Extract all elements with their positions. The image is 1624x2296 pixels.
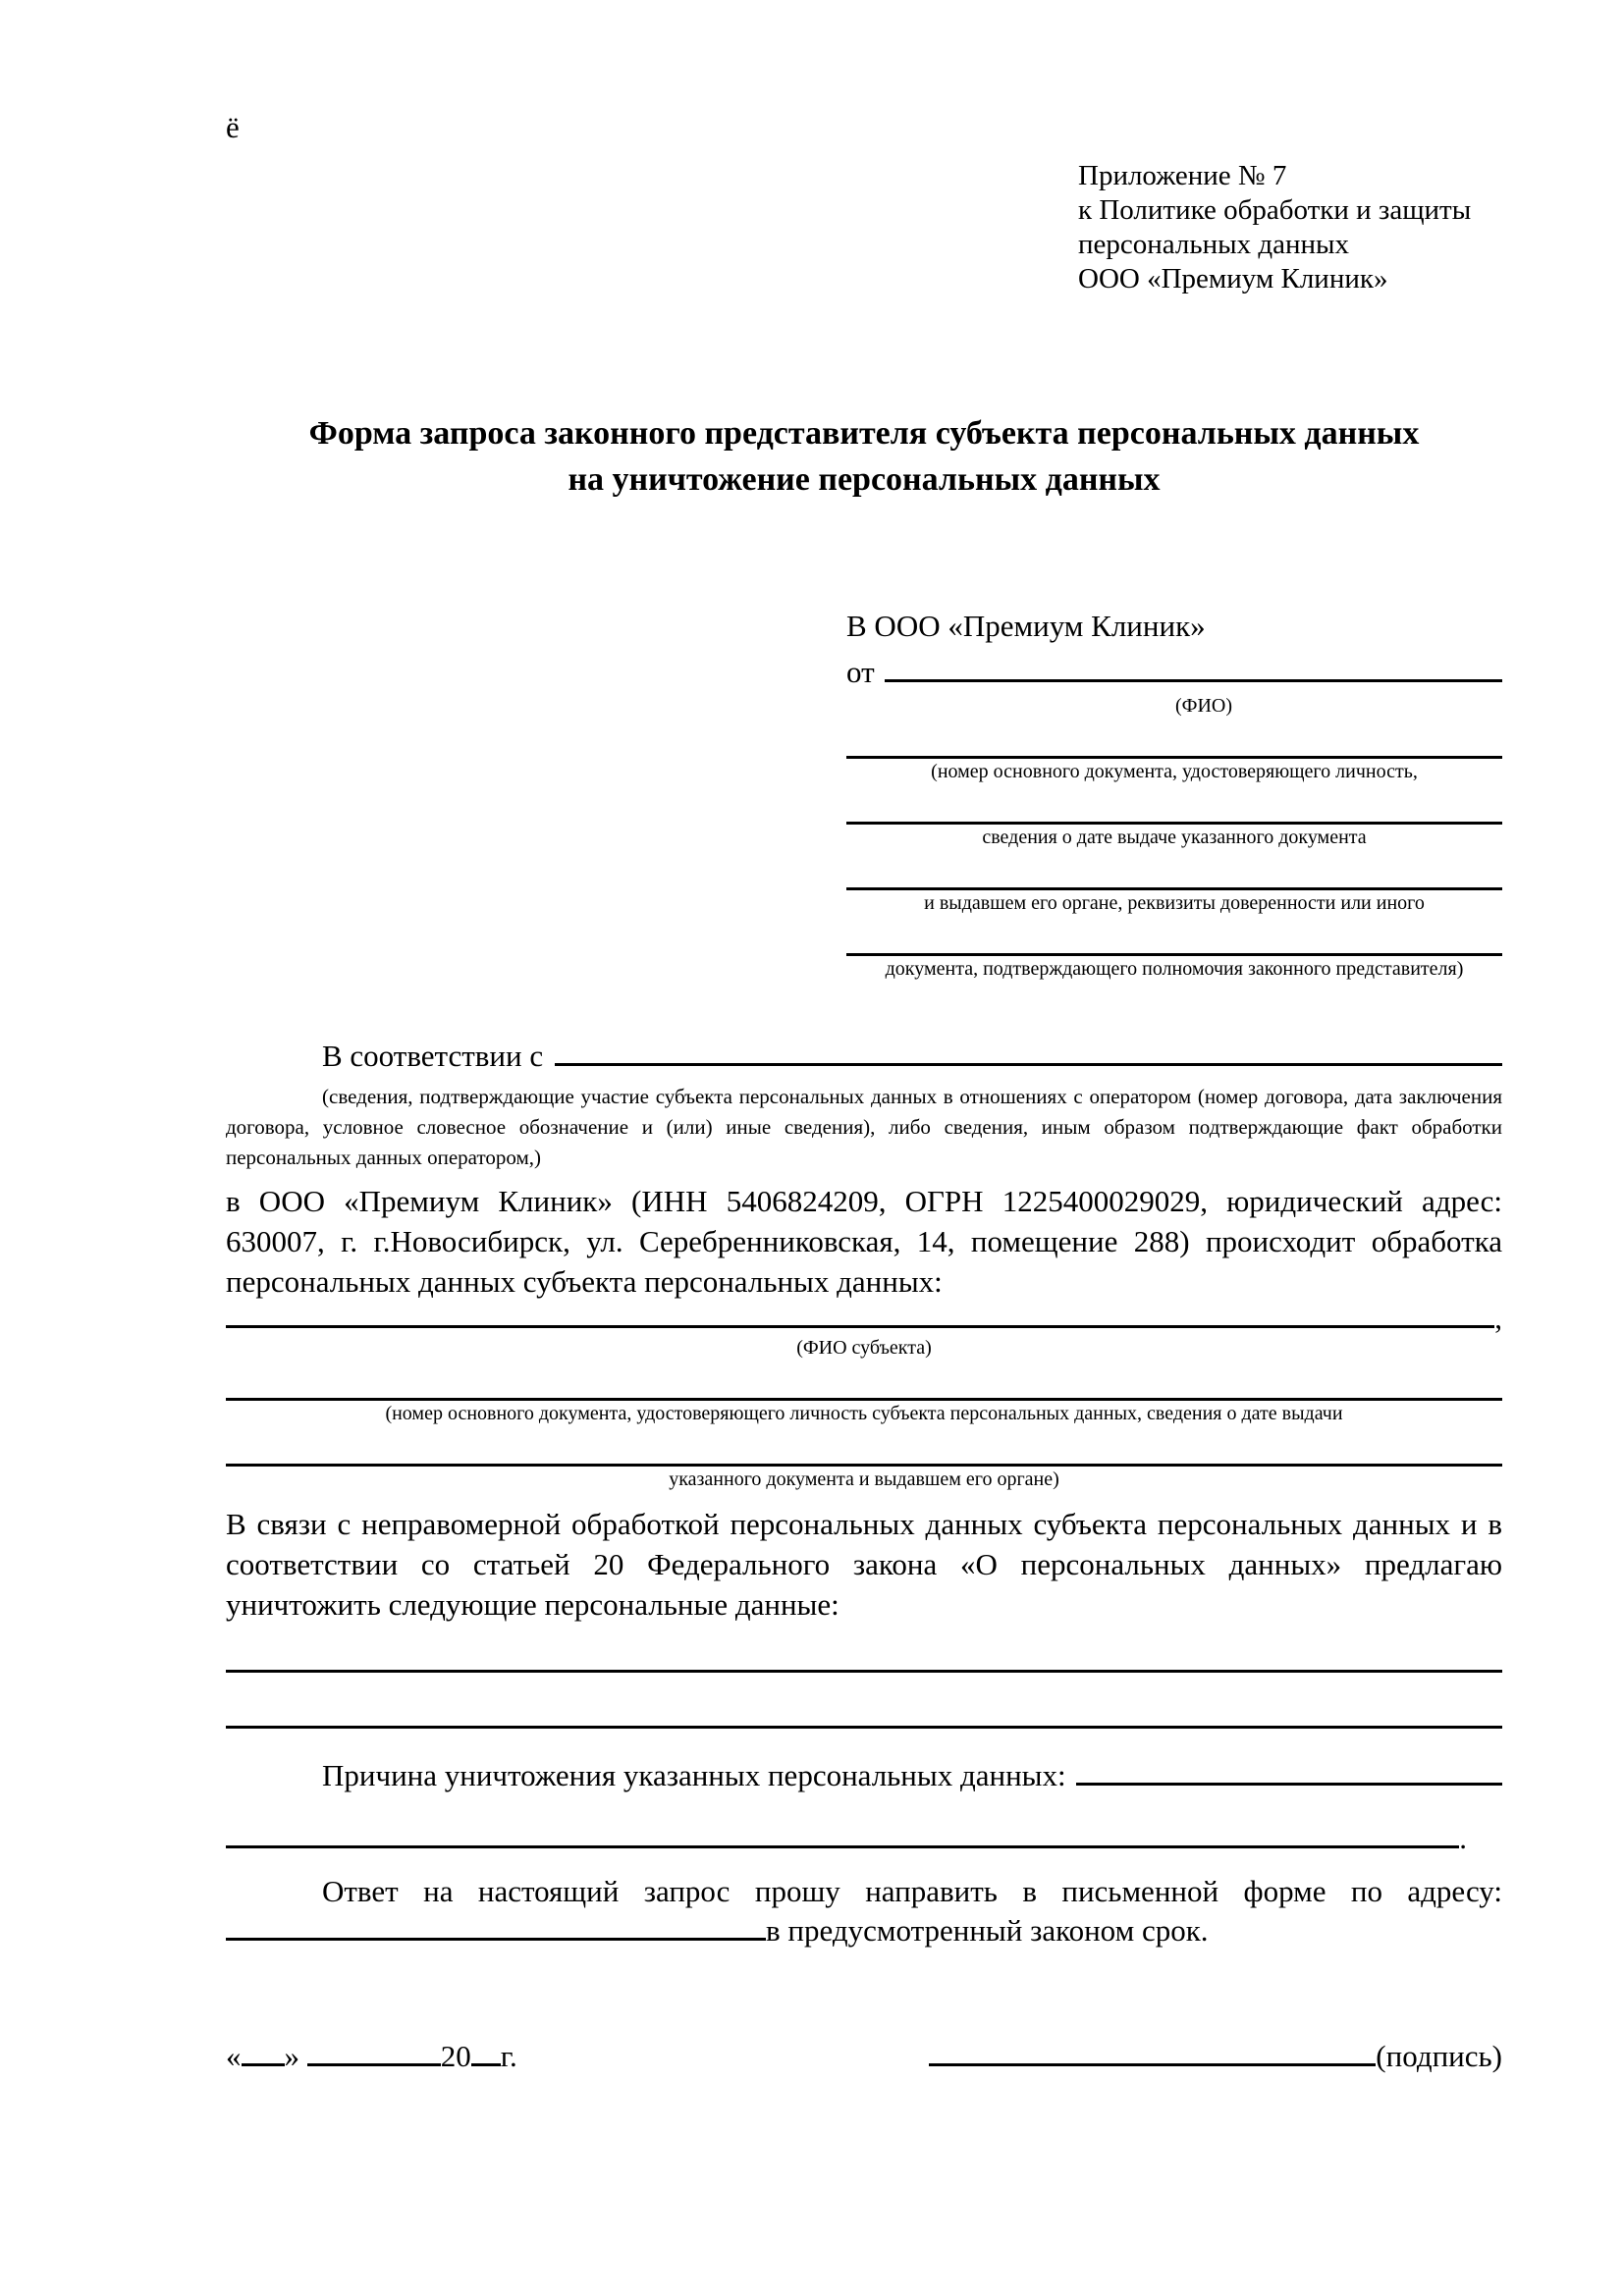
appendix-line: ООО «Премиум Клиник»	[1078, 263, 1388, 294]
appendix-block	[1078, 159, 1502, 296]
reason-blank-line	[1076, 1779, 1502, 1786]
recipient-to: В ООО «Премиум Клиник»	[846, 609, 1206, 643]
form-title-line1: Форма запроса законного представителя субъекта персональных данных	[308, 415, 1420, 452]
subject-fio-caption: (ФИО субъекта)	[796, 1337, 932, 1359]
reply-tail-text: в предусмотренный законом срок.	[766, 1913, 1209, 1948]
footer-row	[226, 2037, 1502, 2076]
year-prefix: 20	[440, 2039, 471, 2073]
recipient-block	[846, 607, 1502, 982]
form-title-line2: на уничтожение персональных данных	[568, 461, 1161, 498]
blank-line	[226, 1842, 1459, 1848]
form-title	[226, 410, 1502, 503]
request-paragraph: В связи с неправомерной обработкой персональных данных субъекта персональных данных и в соответствии со статьей 20 Федерального закона «О персональных данных» предлагаю уничтожить следующие персональные данные:	[226, 1507, 1502, 1622]
trailing-period: .	[1459, 1821, 1467, 1855]
year-blank-line	[471, 2061, 501, 2066]
blank-line	[846, 719, 1502, 759]
doc-caption: (номер основного документа, удостоверяющего личность,	[931, 761, 1418, 782]
blank-line	[226, 1670, 1502, 1673]
subject-doc-caption: (номер основного документа, удостоверяющего личность субъекта персональных данных, сведения о дате выдачи	[385, 1403, 1343, 1424]
accordance-note: (сведения, подтверждающие участие субъекта персональных данных в отношениях с оператором (номер договора, дата заключения договора, условное словесное обозначение и (или) иные сведения), либо сведения, иным образом подтверждающие факт обработки персональных данных оператором,)	[226, 1085, 1502, 1169]
accordance-label: В соответствии с	[322, 1039, 544, 1073]
appendix-line: Приложение № 7	[1078, 160, 1287, 191]
month-blank-line	[307, 2061, 441, 2066]
blank-line	[226, 1726, 1502, 1729]
signature-field	[929, 2037, 1502, 2076]
blank-line	[226, 1426, 1502, 1467]
subject-doc-caption: указанного документа и выдавшем его органе)	[669, 1468, 1059, 1490]
date-open-quote: «	[226, 2039, 242, 2073]
reply-paragraph: Ответ на настоящий запрос прошу направить в письменной форме по адресу:	[322, 1874, 1502, 1908]
reason-row	[226, 1756, 1502, 1795]
fio-caption: (ФИО)	[1174, 695, 1232, 717]
date-field	[226, 2037, 517, 2076]
date-close-quote: »	[284, 2039, 299, 2073]
day-blank-line	[242, 2061, 285, 2066]
blank-line	[846, 784, 1502, 825]
fio-blank-line	[885, 675, 1502, 682]
doc-caption: документа, подтверждающего полномочия законного представителя)	[885, 958, 1464, 980]
reply-tail-row	[226, 1911, 1502, 1950]
reason-continued-row	[226, 1819, 1502, 1858]
appendix-line: персональных данных	[1078, 229, 1350, 260]
year-suffix: г.	[500, 2039, 517, 2073]
accordance-row	[226, 1037, 1502, 1076]
operator-paragraph: в ООО «Премиум Клиник» (ИНН 5406824209, ОГРН 1225400029029, юридический адрес: 630007, г. г.Новосибирск, ул. Серебренниковская, 14, помещение 288) происходит обработка персональных данных субъекта персональных данных:	[226, 1184, 1502, 1299]
reason-label: Причина уничтожения указанных персональных данных:	[322, 1758, 1066, 1792]
accordance-blank-line	[555, 1059, 1502, 1066]
subject-fio-blank-line	[226, 1321, 1494, 1328]
from-row	[846, 652, 1502, 693]
doc-caption: сведения о дате выдаче указанного документа	[982, 827, 1367, 848]
blank-line	[846, 916, 1502, 956]
signature-caption: (подпись)	[1376, 2039, 1502, 2073]
appendix-line: к Политике обработки и защиты	[1078, 194, 1472, 226]
address-blank-line	[226, 1936, 766, 1941]
from-label: от	[846, 655, 875, 689]
trailing-comma: ,	[1494, 1301, 1502, 1335]
blank-line	[226, 1361, 1502, 1401]
doc-caption: и выдавшем его органе, реквизиты доверенности или иного	[924, 892, 1425, 914]
stray-char: ё	[226, 110, 240, 144]
subject-fio-row	[226, 1302, 1502, 1335]
signature-blank-line	[929, 2061, 1376, 2066]
blank-line	[846, 850, 1502, 890]
